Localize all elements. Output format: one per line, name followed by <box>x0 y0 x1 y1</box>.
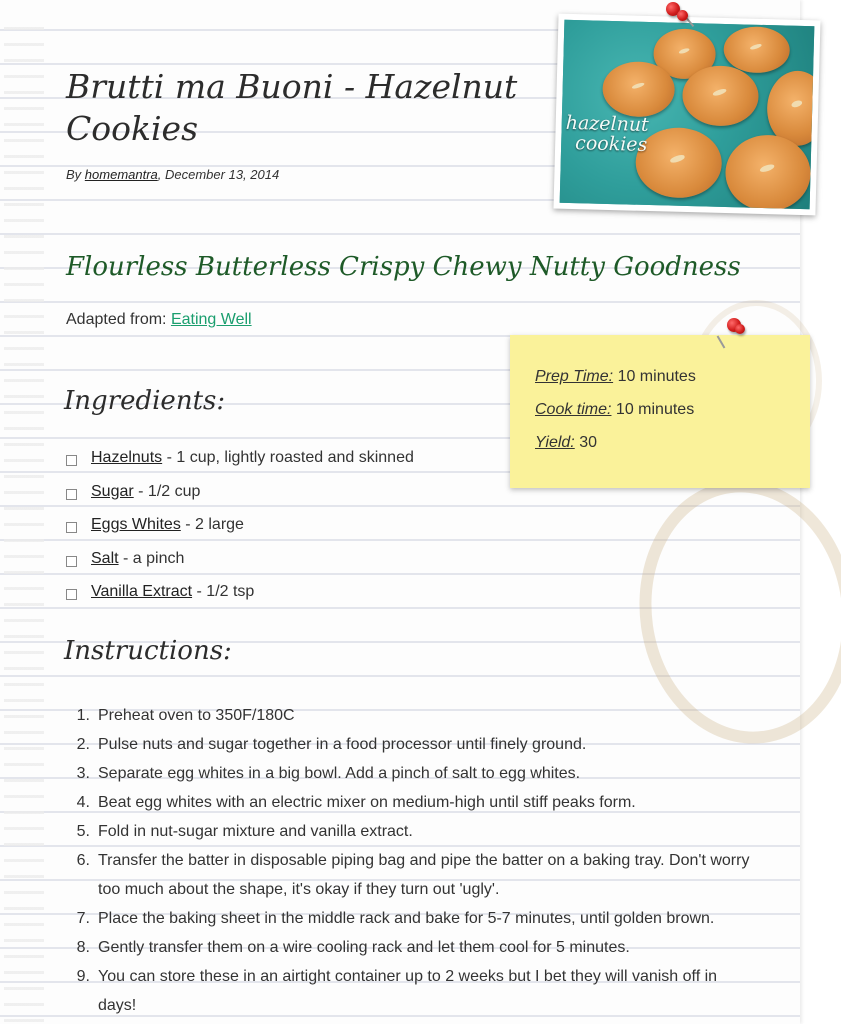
author-link[interactable]: homemantra <box>84 167 158 182</box>
instructions-list <box>66 701 756 1020</box>
step-text: Transfer the batter in disposable piping bag and pipe the batter on a baking tray. Don't worry too much about the shape, it's okay if they turn out 'ugly'. <box>98 852 750 898</box>
cook-time-value: 10 minutes <box>615 401 695 418</box>
ingredient-qty: - 1 cup, lightly roasted and skinned <box>162 449 414 466</box>
checkbox[interactable] <box>66 489 77 500</box>
photo-caption-line1: hazelnut <box>565 111 650 136</box>
ingredients-heading: Ingredients: <box>64 386 226 416</box>
ingredient-name[interactable]: Salt <box>91 549 119 567</box>
step-text: Separate egg whites in a big bowl. Add a pinch of salt to egg whites. <box>98 765 581 782</box>
step-text: Beat egg whites with an electric mixer on medium-high until stiff peaks form. <box>98 794 636 811</box>
step-number: 6. <box>76 852 90 869</box>
recipe-title: Brutti ma Buoni - Hazelnut Cookies <box>66 67 518 148</box>
checkbox[interactable] <box>66 522 77 533</box>
recipe-info-sticky-note <box>510 335 810 488</box>
step-number: 7. <box>76 910 90 927</box>
step-text: Preheat oven to 350F/180C <box>98 707 295 724</box>
prep-time-row <box>535 368 696 386</box>
ingredient-name[interactable]: Vanilla Extract <box>91 583 193 600</box>
recipe-subtitle: Flourless Butterless Crispy Chewy Nutty Goodness <box>66 252 741 282</box>
prep-time-value: 10 minutes <box>617 368 696 385</box>
ingredient-item <box>66 583 414 617</box>
cookie-image <box>682 65 760 127</box>
prep-time-label: Prep Time: <box>535 368 614 385</box>
ingredient-qty: - 2 large <box>180 516 244 533</box>
cookie-image <box>723 26 790 74</box>
cook-time-label: Cook time: <box>535 401 612 418</box>
step-text: Gently transfer them on a wire cooling rack and let them cool for 5 minutes. <box>98 939 630 956</box>
step-text: Place the baking sheet in the middle rack and bake for 5-7 minutes, until golden brown. <box>98 910 715 927</box>
yield-row <box>535 434 597 452</box>
instruction-step <box>66 933 756 962</box>
step-number: 8. <box>76 939 90 956</box>
step-text: Pulse nuts and sugar together in a food processor until finely ground. <box>98 736 587 753</box>
step-number: 1. <box>76 707 90 724</box>
instruction-step <box>66 759 756 788</box>
adapted-from-label: Adapted from: <box>66 311 167 328</box>
ingredients-list <box>66 449 414 617</box>
ingredient-item <box>66 516 414 550</box>
instructions-heading: Instructions: <box>64 636 232 666</box>
checkbox[interactable] <box>66 455 77 466</box>
instruction-step <box>66 730 756 759</box>
step-text: You can store these in an airtight container up to 2 weeks but I bet they will vanish off in days! <box>98 968 718 1014</box>
instruction-step <box>66 701 756 730</box>
ingredient-name[interactable]: Eggs Whites <box>91 516 181 533</box>
photo-caption-line2: cookies <box>574 132 648 156</box>
spiral-binding <box>4 20 44 1024</box>
instruction-step <box>66 846 756 904</box>
ingredient-qty: - 1/2 tsp <box>192 583 255 600</box>
ingredient-name[interactable]: Hazelnuts <box>91 449 163 466</box>
pushpin-head-icon <box>677 10 688 21</box>
byline-prefix: By <box>66 167 82 182</box>
step-number: 9. <box>76 968 90 985</box>
step-number: 2. <box>76 736 90 753</box>
step-number: 4. <box>76 794 90 811</box>
yield-value: 30 <box>579 434 597 451</box>
step-number: 5. <box>76 823 90 840</box>
eating-well-link[interactable]: Eating Well <box>170 311 252 328</box>
ingredient-qty: - 1/2 cup <box>133 482 201 500</box>
byline <box>66 167 279 182</box>
instruction-step <box>66 788 756 817</box>
ingredient-qty: - a pinch <box>118 549 185 567</box>
post-date: , December 13, 2014 <box>157 167 280 182</box>
note-pushpin-head-icon <box>735 324 745 334</box>
step-text: Fold in nut-sugar mixture and vanilla extract. <box>98 823 413 840</box>
instruction-step <box>66 962 756 1020</box>
yield-label: Yield: <box>535 434 575 451</box>
ingredient-item <box>66 449 414 483</box>
checkbox[interactable] <box>66 556 77 567</box>
cookie-photo <box>560 20 815 209</box>
photo-caption <box>565 113 649 155</box>
recipe-photo-card <box>553 14 820 216</box>
ingredient-item <box>66 483 414 517</box>
checkbox[interactable] <box>66 589 77 600</box>
adapted-from <box>66 311 252 329</box>
instruction-step <box>66 904 756 933</box>
step-number: 3. <box>76 765 90 782</box>
cookie-image <box>602 61 675 118</box>
instruction-step <box>66 817 756 846</box>
ingredient-item <box>66 550 414 584</box>
cook-time-row <box>535 401 694 419</box>
ingredient-name[interactable]: Sugar <box>91 482 134 500</box>
